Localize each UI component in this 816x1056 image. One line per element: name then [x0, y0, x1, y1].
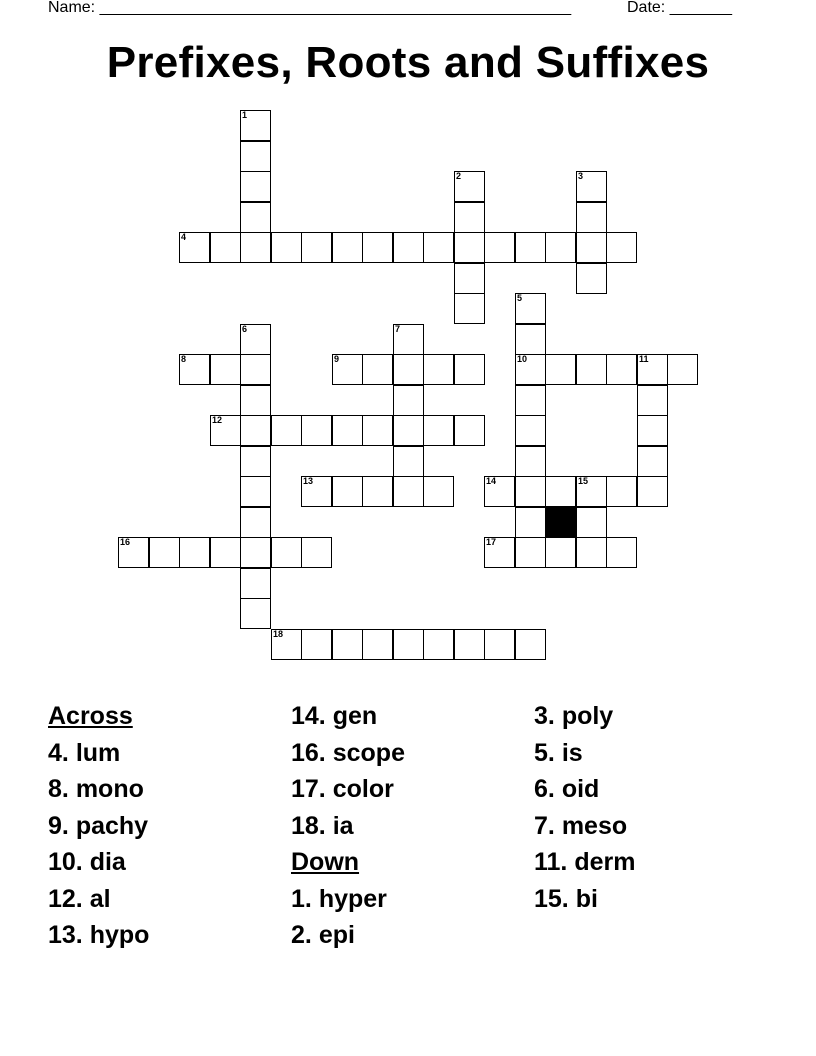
- grid-cell[interactable]: [606, 476, 637, 507]
- grid-cell[interactable]: [240, 141, 271, 172]
- grid-cell[interactable]: [515, 415, 546, 446]
- grid-cell[interactable]: [240, 415, 271, 446]
- grid-cell[interactable]: [576, 537, 607, 568]
- grid-cell[interactable]: [179, 232, 210, 263]
- grid-cell[interactable]: [240, 354, 271, 385]
- date-field[interactable]: Date: _______: [627, 0, 732, 16]
- grid-cell[interactable]: [393, 446, 424, 477]
- clue-number: 10: [517, 354, 528, 364]
- grid-cell[interactable]: [423, 476, 454, 507]
- clue-across-13: 13. hypo: [48, 921, 150, 949]
- grid-cell[interactable]: [515, 293, 546, 324]
- clue-across-14: 14. gen: [291, 702, 378, 730]
- clue-across-18: 18. ia: [291, 811, 354, 840]
- clue-across-16: 16. scope: [291, 738, 405, 767]
- clue-across-12: 12. al: [48, 884, 111, 913]
- grid-cell[interactable]: [454, 629, 485, 660]
- grid-cell[interactable]: [545, 354, 576, 385]
- clue-number: 18: [273, 629, 284, 639]
- clue-number: 17: [486, 537, 497, 547]
- grid-cell[interactable]: [393, 476, 424, 507]
- grid-cell[interactable]: [301, 537, 332, 568]
- clue-number: 12: [212, 415, 223, 425]
- clue-number: 7: [395, 324, 401, 334]
- grid-cell[interactable]: [454, 202, 485, 233]
- grid-cell[interactable]: [240, 110, 271, 141]
- grid-cell[interactable]: [454, 415, 485, 446]
- grid-cell[interactable]: [393, 324, 424, 355]
- grid-cell[interactable]: [454, 354, 485, 385]
- grid-cell[interactable]: [667, 354, 698, 385]
- grid-cell[interactable]: [210, 537, 241, 568]
- across-heading: Across: [48, 702, 133, 730]
- grid-cell[interactable]: [393, 385, 424, 416]
- grid-cell[interactable]: [576, 354, 607, 385]
- clue-across-8: 8. mono: [48, 775, 144, 803]
- grid-cell[interactable]: [271, 629, 302, 660]
- grid-cell[interactable]: [454, 171, 485, 202]
- grid-cell[interactable]: [576, 476, 607, 507]
- grid-cell[interactable]: [362, 232, 393, 263]
- grid-cell[interactable]: [515, 354, 546, 385]
- clue-number: 2: [456, 171, 462, 181]
- grid-cell[interactable]: [362, 629, 393, 660]
- grid-cell[interactable]: [271, 537, 302, 568]
- clues-column-2: [291, 700, 405, 956]
- grid-cell[interactable]: [454, 293, 485, 324]
- grid-cell[interactable]: [423, 629, 454, 660]
- down-heading: Down: [291, 848, 360, 876]
- clue-across-17: 17. color: [291, 775, 394, 803]
- grid-cell[interactable]: [606, 354, 637, 385]
- grid-cell[interactable]: [545, 537, 576, 568]
- grid-cell[interactable]: [240, 446, 271, 477]
- grid-cell[interactable]: [576, 202, 607, 233]
- grid-cell[interactable]: [332, 476, 363, 507]
- grid-cell[interactable]: [210, 415, 241, 446]
- grid-cell[interactable]: [332, 629, 363, 660]
- grid-cell[interactable]: [515, 629, 546, 660]
- grid-cell[interactable]: [240, 507, 271, 538]
- grid-cell[interactable]: [484, 232, 515, 263]
- grid-cell[interactable]: [515, 537, 546, 568]
- grid-cell[interactable]: [454, 263, 485, 294]
- grid-cell[interactable]: [149, 537, 180, 568]
- clues-column-3: [534, 700, 635, 919]
- grid-cell[interactable]: [179, 354, 210, 385]
- grid-cell[interactable]: [484, 629, 515, 660]
- grid-cell[interactable]: [637, 354, 668, 385]
- clue-number: 3: [578, 171, 584, 181]
- clue-down-7: 7. meso: [534, 811, 628, 840]
- grid-cell[interactable]: [240, 385, 271, 416]
- grid-cell[interactable]: [271, 232, 302, 263]
- grid-cell[interactable]: [118, 537, 149, 568]
- grid-cell[interactable]: [515, 232, 546, 263]
- grid-cell[interactable]: [576, 507, 607, 538]
- clue-number: 14: [486, 476, 497, 486]
- grid-cell[interactable]: [301, 629, 332, 660]
- grid-cell[interactable]: [240, 476, 271, 507]
- grid-cell[interactable]: [423, 415, 454, 446]
- grid-cell[interactable]: [362, 415, 393, 446]
- grid-cell[interactable]: [545, 232, 576, 263]
- grid-cell[interactable]: [301, 476, 332, 507]
- clue-down-5: 5. is: [534, 738, 583, 767]
- grid-cell[interactable]: [515, 476, 546, 507]
- grid-cell[interactable]: [301, 232, 332, 263]
- grid-cell[interactable]: [210, 232, 241, 263]
- grid-cell[interactable]: [271, 415, 302, 446]
- clue-down-2: 2. epi: [291, 921, 355, 949]
- clue-number: 4: [181, 232, 187, 242]
- clue-across-9: 9. pachy: [48, 811, 149, 840]
- blocked-cell: [545, 507, 576, 538]
- grid-cell[interactable]: [362, 354, 393, 385]
- clue-number: 9: [334, 354, 340, 364]
- grid-cell[interactable]: [332, 354, 363, 385]
- grid-cell[interactable]: [515, 324, 546, 355]
- clue-down-3: 3. poly: [534, 702, 614, 730]
- grid-cell[interactable]: [240, 598, 271, 629]
- grid-cell[interactable]: [606, 537, 637, 568]
- grid-cell[interactable]: [362, 476, 393, 507]
- name-field[interactable]: Name: _____________________________________________________: [48, 0, 572, 16]
- grid-cell[interactable]: [484, 537, 515, 568]
- clue-down-15: 15. bi: [534, 884, 598, 913]
- clue-number: 11: [639, 354, 649, 364]
- clue-number: 13: [303, 476, 314, 486]
- grid-cell[interactable]: [637, 476, 668, 507]
- grid-cell[interactable]: [240, 537, 271, 568]
- clue-number: 15: [578, 476, 589, 486]
- grid-cell[interactable]: [515, 507, 546, 538]
- grid-cell[interactable]: [515, 385, 546, 416]
- grid-cell[interactable]: [332, 232, 363, 263]
- grid-cell[interactable]: [393, 629, 424, 660]
- page-title: Prefixes, Roots and Suffixes: [106, 38, 710, 87]
- grid-cell[interactable]: [240, 324, 271, 355]
- grid-cell[interactable]: [637, 446, 668, 477]
- grid-cell[interactable]: [393, 354, 424, 385]
- grid-cell[interactable]: [576, 263, 607, 294]
- grid-cell[interactable]: [515, 446, 546, 477]
- clue-number: 5: [517, 293, 523, 303]
- grid-cell[interactable]: [545, 476, 576, 507]
- grid-cell[interactable]: [637, 415, 668, 446]
- grid-cell[interactable]: [240, 202, 271, 233]
- grid-cell[interactable]: [576, 171, 607, 202]
- clue-down-1: 1. hyper: [291, 884, 387, 913]
- clue-number: 16: [120, 537, 131, 547]
- grid-cell[interactable]: [576, 232, 607, 263]
- clue-down-11: 11. derm: [534, 848, 636, 876]
- grid-cell[interactable]: [423, 232, 454, 263]
- grid-cell[interactable]: [484, 476, 515, 507]
- grid-cell[interactable]: [240, 232, 271, 263]
- clues-column-1: [48, 700, 149, 956]
- grid-cell[interactable]: [301, 415, 332, 446]
- clue-across-10: 10. dia: [48, 848, 126, 876]
- grid-cell[interactable]: [393, 415, 424, 446]
- grid-cell[interactable]: [210, 354, 241, 385]
- clue-down-6: 6. oid: [534, 775, 600, 803]
- clue-number: 8: [181, 354, 187, 364]
- clue-number: 6: [242, 324, 248, 334]
- grid-cell[interactable]: [423, 354, 454, 385]
- grid-cell[interactable]: [240, 568, 271, 599]
- grid-cell[interactable]: [393, 232, 424, 263]
- grid-cell[interactable]: [454, 232, 485, 263]
- clue-number: 1: [242, 110, 248, 120]
- grid-cell[interactable]: [240, 171, 271, 202]
- grid-cell[interactable]: [606, 232, 637, 263]
- clue-across-4: 4. lum: [48, 738, 121, 767]
- grid-cell[interactable]: [179, 537, 210, 568]
- grid-cell[interactable]: [637, 385, 668, 416]
- grid-cell[interactable]: [332, 415, 363, 446]
